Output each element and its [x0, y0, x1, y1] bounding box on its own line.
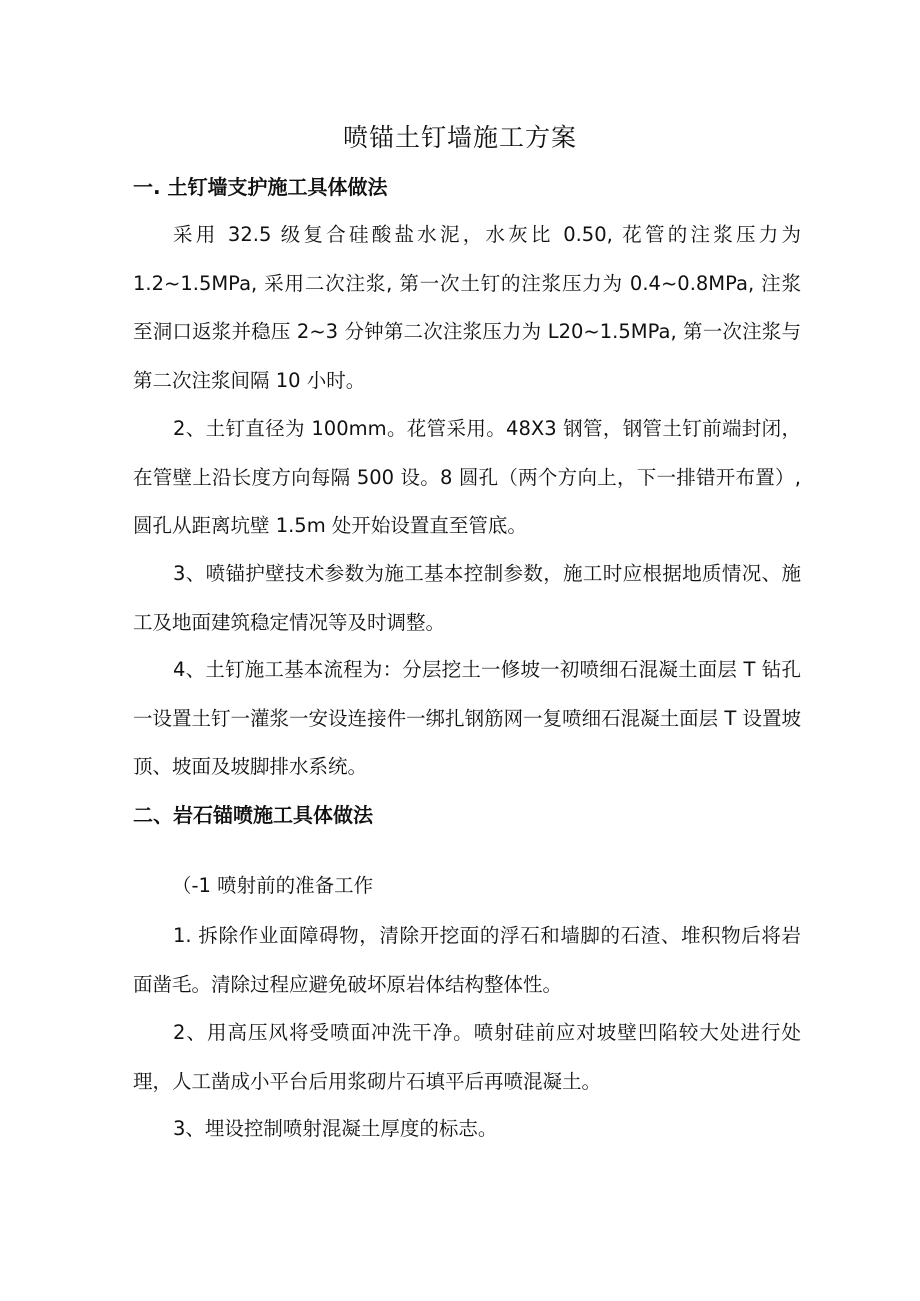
section-1-paragraph-3: 3、喷锚护壁技术参数为施工基本控制参数，施工时应根据地质情况、施工及地面建筑稳定情况等及时调整。	[133, 562, 801, 634]
section-1-paragraph-1: 采用 32.5 级复合硅酸盐水泥，水灰比 0.50, 花管的注浆压力为 1.2~1.5MPa, 采用二次注浆, 第一次土钉的注浆压力为 0.4~0.8MPa, 注浆至洞口返浆并稳压 2~3 分钟第二次注浆压力为 L20~1.5MPa, 第一次注浆与第二次注浆间隔 10 小时。	[133, 223, 801, 392]
section-2-subheading: （-1 喷射前的准备工作	[172, 874, 374, 897]
section-2-paragraph-1: 1. 拆除作业面障碍物，清除开挖面的浮石和墙脚的石渣、堆积物后将岩面凿毛。清除过程应避免破坏原岩体结构整体性。	[133, 924, 801, 996]
section-1-paragraph-2: 2、土钉直径为 100mm。花管采用。48X3 钢管，钢管土钉前端封闭，在管壁上沿长度方向每隔 500 设。8 圆孔（两个方向上，下一排错开布置）, 圆孔从距离坑壁 1.5m 处开始设置直至管底。	[133, 417, 801, 537]
section-2-paragraph-2: 2、用高压风将受喷面冲洗干净。喷射硅前应对坡壁凹陷较大处进行处理，人工凿成小平台后用浆砌片石填平后再喷混凝土。	[133, 1021, 801, 1093]
section-1-paragraph-4: 4、土钉施工基本流程为：分层挖土一修坡一初喷细石混凝土面层 T 钻孔一设置土钉一灌浆一安设连接件一绑扎钢筋网一复喷细石混凝土面层 T 设置坡顶、坡面及坡脚排水系统。	[133, 658, 801, 778]
section-1-heading: 一. 土钉墙支护施工具体做法	[133, 175, 388, 199]
section-2-paragraph-3: 3、埋设控制喷射混凝土厚度的标志。	[173, 1117, 498, 1140]
document-title: 喷锚土钉墙施工方案	[342, 123, 577, 152]
section-2-heading: 二、岩石锚喷施工具体做法	[133, 803, 373, 827]
